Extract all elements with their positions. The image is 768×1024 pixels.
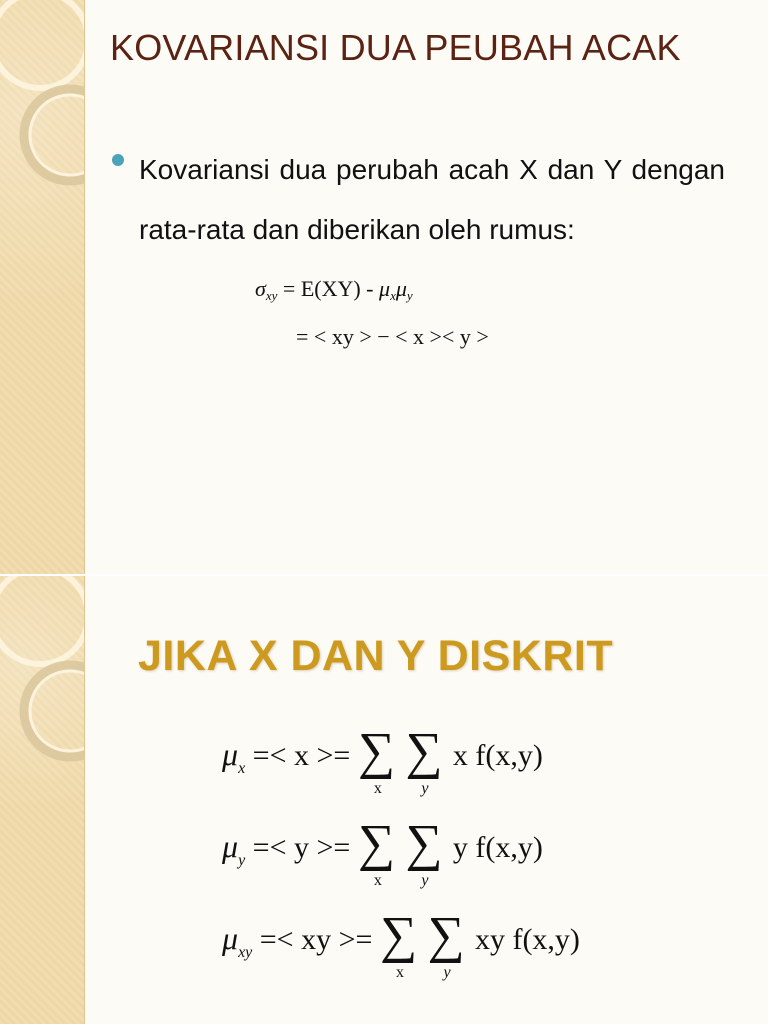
sigma-icon: ∑ — [379, 907, 418, 965]
mu-subscript: x — [238, 760, 246, 777]
sigma-icon: ∑ — [357, 815, 395, 873]
sigma-icon: ∑ — [405, 815, 443, 873]
mu-symbol: μ — [222, 736, 239, 772]
decorative-circles-icon — [0, 576, 84, 1024]
equation-middle: =< xy >= — [259, 923, 373, 956]
decorative-side-band — [0, 576, 85, 1024]
formula-rhs: = E(XY) - — [282, 276, 380, 301]
sum-y — [405, 815, 445, 890]
sigma-symbol: σ — [255, 276, 266, 301]
sum-x — [357, 815, 398, 890]
sigma-icon: ∑ — [427, 907, 465, 965]
covariance-formula-line-1 — [255, 276, 413, 304]
slide-2 — [0, 576, 768, 1024]
decorative-side-band — [0, 0, 85, 576]
sum-limit: y — [443, 964, 451, 982]
mu-symbol-x: μ — [379, 276, 391, 301]
equation-mu-xy — [222, 907, 580, 982]
equation-mu-x — [222, 723, 543, 798]
equation-mu-y — [222, 815, 543, 890]
sum-y — [427, 907, 467, 982]
sum-y — [405, 723, 445, 798]
mu-subscript-y: y — [406, 288, 413, 303]
bullet-icon — [112, 154, 124, 166]
mu-subscript-x: x — [390, 288, 396, 303]
sigma-subscript: xy — [265, 288, 278, 303]
sum-limit: x — [373, 780, 382, 798]
sigma-icon: ∑ — [357, 723, 395, 781]
mu-symbol: μ — [222, 828, 239, 864]
equation-middle: =< y >= — [252, 831, 351, 864]
equation-term: xy f(x,y) — [474, 923, 580, 956]
equation-term: x f(x,y) — [452, 739, 543, 772]
sum-limit: x — [373, 872, 382, 890]
section-heading: JIKA X DAN Y DISKRIT — [138, 632, 614, 680]
sum-limit: y — [421, 780, 429, 798]
sum-limit: y — [421, 872, 429, 890]
slide-title: KOVARIANSI DUA PEUBAH ACAK — [110, 27, 681, 68]
mu-subscript: y — [238, 852, 246, 869]
sum-limit: x — [395, 964, 404, 982]
sum-x — [379, 907, 420, 982]
mu-symbol: μ — [222, 920, 239, 956]
sigma-icon: ∑ — [405, 723, 443, 781]
equation-term: y f(x,y) — [452, 831, 543, 864]
mu-subscript: xy — [238, 944, 253, 961]
mu-symbol-y: μ — [395, 276, 407, 301]
covariance-formula-line-2: = < xy > − < x >< y > — [296, 324, 489, 349]
equation-middle: =< x >= — [252, 739, 351, 772]
decorative-circles-icon — [0, 0, 84, 576]
bullet-text: Kovariansi dua perubah acah X dan Y dengan rata-rata dan diberikan oleh rumus: — [139, 154, 725, 245]
sum-x — [357, 723, 398, 798]
